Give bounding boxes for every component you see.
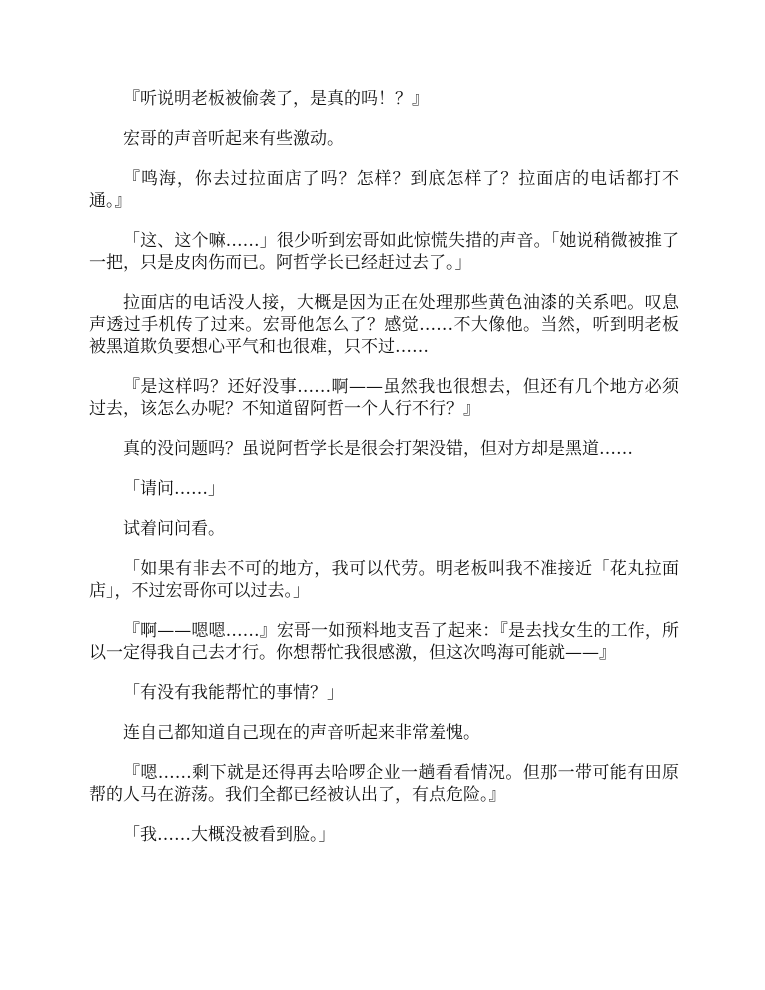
paragraph: 「如果有非去不可的地方，我可以代劳。明老板叫我不准接近「花丸拉面店」，不过宏哥你可以过去。」 — [89, 559, 679, 601]
paragraph: 「请问……」 — [123, 479, 225, 499]
paragraph: 「我……大概没被看到脸。」 — [123, 825, 336, 845]
paragraph: 宏哥的声音听起来有些激动。 — [123, 129, 344, 149]
paragraph: 『嗯……剩下就是还得再去哈啰企业一趟看看情况。但那一带可能有田原帮的人马在游荡。我们全都已经被认出了，有点危险。』 — [89, 763, 679, 805]
paragraph: 「这、这个嘛……」很少听到宏哥如此惊慌失措的声音。「她说稍微被推了一把，只是皮肉伤而已。阿哲学长已经赶过去了。」 — [89, 231, 679, 273]
paragraph: 连自己都知道自己现在的声音听起来非常羞愧。 — [123, 723, 480, 743]
paragraph: 『啊——嗯嗯……』宏哥一如预料地支吾了起来：『是去找女生的工作，所以一定得我自己去才行。你想帮忙我很感激，但这次鸣海可能就——』 — [89, 621, 679, 663]
paragraph: 真的没问题吗？虽说阿哲学长是很会打架没错，但对方却是黑道…… — [123, 439, 633, 459]
paragraph: 「有没有我能帮忙的事情？」 — [123, 683, 344, 703]
paragraph: 『听说明老板被偷袭了，是真的吗！？』 — [123, 89, 429, 109]
paragraph: 拉面店的电话没人接，大概是因为正在处理那些黄色油漆的关系吧。叹息声透过手机传了过来。宏哥他怎么了？感觉……不大像他。当然，听到明老板被黑道欺负要想心平气和也很难，只不过…… — [89, 293, 679, 357]
body-text — [89, 88, 679, 864]
paragraph: 试着问问看。 — [123, 519, 225, 539]
paragraph: 『是这样吗？还好没事……啊——虽然我也很想去，但还有几个地方必须过去，该怎么办呢？不知道留阿哲一个人行不行？』 — [89, 377, 679, 419]
paragraph: 『鸣海，你去过拉面店了吗？怎样？到底怎样了？拉面店的电话都打不通。』 — [89, 169, 679, 211]
